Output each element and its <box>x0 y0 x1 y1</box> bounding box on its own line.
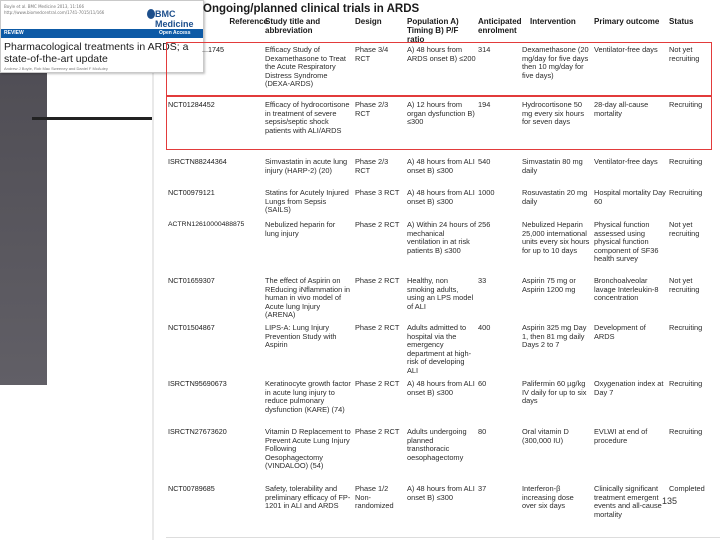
trial-enrolment: 194 <box>478 100 491 109</box>
slide-title: Ongoing/planned clinical trials in ARDS <box>203 3 420 15</box>
trial-intervention: Oral vitamin D (300,000 IU) <box>522 427 569 445</box>
thumbnail-article-title: Pharmacological treatments in ARDS; a state-of-the-art update <box>4 41 189 65</box>
trial-population: A) 48 hours from ALI onset B) ≤300 <box>407 157 475 175</box>
column-header-reference: Reference <box>229 17 268 26</box>
trial-study: Efficacy of hydrocortisone in treatment of severe sepsis/septic shock patients with ALI/ARDS <box>265 100 350 135</box>
trial-population: A) Within 24 hours of mechanical ventilation in at risk patients B) ≤300 <box>407 220 477 255</box>
trial-enrolment: 60 <box>478 379 487 388</box>
content-border-line <box>152 0 154 540</box>
trial-design: Phase 2/3 RCT <box>355 100 389 118</box>
column-header-outcome: Primary outcome <box>594 17 660 26</box>
trial-status: Recruiting <box>669 427 703 436</box>
trial-enrolment: 37 <box>478 484 487 493</box>
trial-study: Keratinocyte growth factor in acute lung injury to reduce pulmonary dysfunction (KARE) (74) <box>265 379 351 414</box>
trial-intervention: Aspirin 325 mg Day 1, then 81 mg daily Days 2 to 7 <box>522 323 587 350</box>
trial-study: Vitamin D Replacement to Prevent Acute Lung Injury Following Oesophagectomy (VINDALOO) (54) <box>265 427 351 471</box>
trial-enrolment: 33 <box>478 276 487 285</box>
trial-design: Phase 2 RCT <box>355 276 400 285</box>
trial-study: Efficacy Study of Dexamethasone to Treat the Acute Respiratory Distress Syndrome (DEXA-ARDS) <box>265 45 346 89</box>
trial-study: Statins for Acutely Injured Lungs from Sepsis (SAILS) <box>265 188 349 215</box>
trial-id: ISRCTN95690673 <box>168 379 227 388</box>
column-header-intervention: Intervention <box>530 17 576 26</box>
thumbnail-strip <box>1 29 204 38</box>
trial-study: Simvastatin in acute lung injury (HARP-2) (20) <box>265 157 348 175</box>
trial-enrolment: 1000 <box>478 188 495 197</box>
thumbnail-authors: Andrew J Boyle, Rob Mac Sweeney and Daniel F McAuley <box>4 66 108 71</box>
trial-outcome: 28-day all-cause mortality <box>594 100 649 118</box>
trial-enrolment: 80 <box>478 427 487 436</box>
trial-population: A) 12 hours from organ dysfunction B) ≤300 <box>407 100 475 127</box>
journal-logo-icon <box>147 9 155 19</box>
trial-outcome: Hospital mortality Day 60 <box>594 188 666 206</box>
trial-outcome: Ventilator-free days <box>594 157 658 166</box>
trial-population: A) 48 hours from ALI onset B) ≤300 <box>407 484 475 502</box>
column-header-population: Population A) Timing B) P/F ratio <box>407 17 459 44</box>
column-header-study: Study title and abbreviation <box>265 17 321 35</box>
trial-outcome: Development of ARDS <box>594 323 646 341</box>
trial-id: ISRCTN88244364 <box>168 157 227 166</box>
trial-enrolment: 540 <box>478 157 491 166</box>
trial-status: Not yet recruiting <box>669 276 700 294</box>
trial-outcome: Bronchoalveolar lavage Interleukin-8 concentration <box>594 276 659 303</box>
trial-intervention: Hydrocortisone 50 mg every six hours for seven days <box>522 100 585 127</box>
trial-intervention: Rosuvastatin 20 mg daily <box>522 188 588 206</box>
trial-study: Nebulized heparin for lung injury <box>265 220 336 238</box>
trial-id: ...1745 <box>202 45 224 54</box>
page-number: 135 <box>662 496 678 506</box>
thumbnail-strip-right: Open Access <box>159 30 191 36</box>
trial-enrolment: 400 <box>478 323 491 332</box>
trial-intervention: Nebulized Heparin 25,000 international units every six hours for up to 10 days <box>522 220 590 255</box>
trial-outcome: Oxygenation index at Day 7 <box>594 379 664 397</box>
left-divider-rule <box>32 117 152 120</box>
trial-design: Phase 3 RCT <box>355 188 400 197</box>
trial-status: Recruiting <box>669 379 703 388</box>
trial-status: Not yet recruiting <box>669 220 700 238</box>
trial-design: Phase 1/2 Non-randomized <box>355 484 394 511</box>
trial-status: Recruiting <box>669 157 703 166</box>
trial-id: NCT01504867 <box>168 323 215 332</box>
footer-line <box>166 537 720 538</box>
trial-population: Adults admitted to hospital via the emergency department at high-risk of developing ALI <box>407 323 472 375</box>
trial-study: Safety, tolerability and preliminary efficacy of FP-1201 in ALI and ARDS <box>265 484 351 511</box>
trial-population: A) 48 hours from ALI onset B) ≤300 <box>407 379 475 397</box>
trial-intervention: Dexamethasone (20 mg/day for five days then 10 mg/day for five days) <box>522 45 589 80</box>
thumbnail-url: http://www.biomedcentral.com/1741-7015/11/166 <box>4 10 105 15</box>
trial-status: Recruiting <box>669 188 703 197</box>
journal-logo: BMC Medicine <box>155 9 194 29</box>
thumbnail-citation: Boyle et al. BMC Medicine 2013, 11:166 <box>4 4 85 9</box>
column-header-status: Status <box>669 17 694 26</box>
trial-study: LIPS-A: Lung Injury Prevention Study with Aspirin <box>265 323 337 350</box>
trial-intervention: Interferon-β increasing dose over six days <box>522 484 574 511</box>
trial-design: Phase 2 RCT <box>355 379 400 388</box>
trial-enrolment: 314 <box>478 45 491 54</box>
trial-population: A) 48 hours from ARDS onset B) ≤200 <box>407 45 476 63</box>
trial-id: NCT00979121 <box>168 188 215 197</box>
trial-id: NCT00789685 <box>168 484 215 493</box>
trial-id: ISRCTN27673620 <box>168 427 227 436</box>
trial-outcome: Physical function assessed using physical function component of SF36 health survey <box>594 220 659 264</box>
trial-design: Phase 2/3 RCT <box>355 157 389 175</box>
trial-status: Completed <box>669 484 705 493</box>
trial-intervention: Palifermin 60 µg/kg IV daily for up to six days <box>522 379 587 406</box>
trial-design: Phase 2 RCT <box>355 323 400 332</box>
trial-status: Not yet recruiting <box>669 45 700 63</box>
trial-id: NCT01284452 <box>168 100 215 109</box>
trial-id: NCT01659307 <box>168 276 215 285</box>
trial-population: Healthy, non smoking adults, using an LPS model of ALI <box>407 276 474 311</box>
trial-outcome: Ventilator-free days <box>594 45 658 54</box>
trial-population: Adults undergoing planned transthoracic oesophagectomy <box>407 427 467 462</box>
trial-status: Recruiting <box>669 100 703 109</box>
column-header-design: Design <box>355 17 382 26</box>
trial-population: A) 48 hours from ALI onset B) ≤300 <box>407 188 475 206</box>
column-header-enrolment: Anticipated enrolment <box>478 17 522 35</box>
trial-enrolment: 256 <box>478 220 491 229</box>
trial-outcome: Clinically significant treatment emergent events and all-cause mortality <box>594 484 662 519</box>
trial-status: Recruiting <box>669 323 703 332</box>
thumbnail-strip-left: REVIEW <box>4 30 24 36</box>
trial-design: Phase 2 RCT <box>355 427 400 436</box>
trial-outcome: EVLWI at end of procedure <box>594 427 648 445</box>
trial-design: Phase 2 RCT <box>355 220 400 229</box>
trial-intervention: Aspirin 75 mg or Aspirin 1200 mg <box>522 276 576 294</box>
trial-intervention: Simvastatin 80 mg daily <box>522 157 583 175</box>
trial-study: The effect of Aspirin on REducing iNflammation in human in vivo model of Acute lung Injury (ARENA) <box>265 276 351 320</box>
trial-id: ACTRN12610000488875 <box>168 221 245 228</box>
trial-design: Phase 3/4 RCT <box>355 45 389 63</box>
